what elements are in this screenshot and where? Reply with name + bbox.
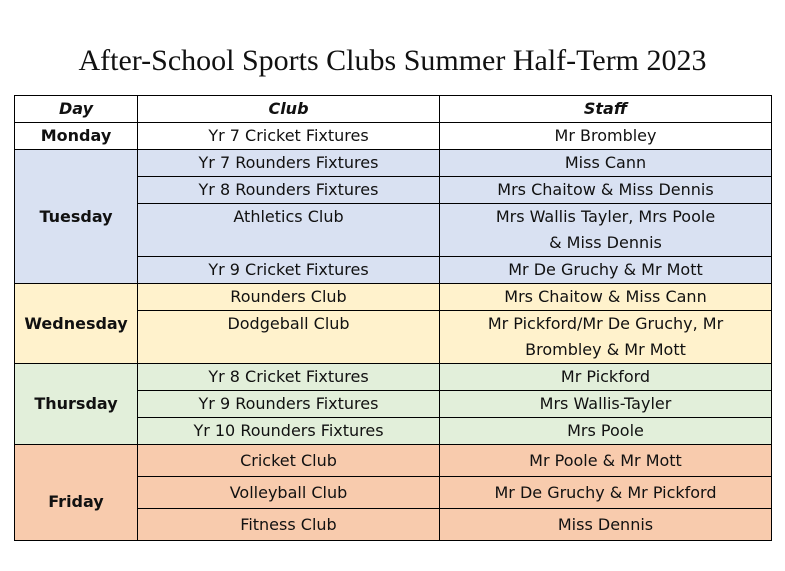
club-cell: Athletics Club	[138, 204, 440, 257]
staff-cell: Mrs Chaitow & Miss Dennis	[440, 177, 772, 204]
staff-cell: Miss Dennis	[440, 509, 772, 541]
club-cell: Fitness Club	[138, 509, 440, 541]
staff-line: Brombley & Mr Mott	[525, 340, 686, 359]
club-cell: Yr 9 Cricket Fixtures	[138, 257, 440, 284]
club-cell: Yr 7 Rounders Fixtures	[138, 150, 440, 177]
page-title: After-School Sports Clubs Summer Half-Term 2023	[78, 44, 707, 77]
table-row	[15, 284, 772, 311]
table-row	[15, 364, 772, 391]
staff-cell	[440, 204, 772, 257]
table-row	[15, 150, 772, 177]
staff-cell: Mr Poole & Mr Mott	[440, 445, 772, 477]
header-day: Day	[15, 96, 138, 123]
club-cell: Dodgeball Club	[138, 311, 440, 364]
clubs-table	[14, 95, 772, 541]
club-cell: Volleyball Club	[138, 477, 440, 509]
staff-cell: Miss Cann	[440, 150, 772, 177]
staff-cell: Mr Pickford	[440, 364, 772, 391]
day-thursday: Thursday	[15, 364, 138, 445]
staff-cell: Mr De Gruchy & Mr Mott	[440, 257, 772, 284]
staff-line: Mr Pickford/Mr De Gruchy, Mr	[487, 314, 724, 333]
day-wednesday: Wednesday	[15, 284, 138, 364]
header-staff: Staff	[440, 96, 772, 123]
staff-cell: Mrs Wallis-Tayler	[440, 391, 772, 418]
staff-line: Mrs Wallis Tayler, Mrs Poole	[495, 207, 716, 226]
header-row	[15, 96, 772, 123]
staff-cell: Mr Brombley	[440, 123, 772, 150]
club-cell: Yr 8 Cricket Fixtures	[138, 364, 440, 391]
staff-line: & Miss Dennis	[549, 233, 662, 252]
day-monday: Monday	[15, 123, 138, 150]
table-row	[15, 445, 772, 477]
club-cell: Yr 7 Cricket Fixtures	[138, 123, 440, 150]
club-cell: Yr 10 Rounders Fixtures	[138, 418, 440, 445]
staff-cell: Mrs Poole	[440, 418, 772, 445]
day-friday: Friday	[15, 445, 138, 541]
staff-cell: Mrs Chaitow & Miss Cann	[440, 284, 772, 311]
day-tuesday: Tuesday	[15, 150, 138, 284]
staff-cell	[440, 311, 772, 364]
club-cell: Cricket Club	[138, 445, 440, 477]
table-row	[15, 123, 772, 150]
staff-cell: Mr De Gruchy & Mr Pickford	[440, 477, 772, 509]
club-cell: Yr 8 Rounders Fixtures	[138, 177, 440, 204]
club-cell: Rounders Club	[138, 284, 440, 311]
header-club: Club	[138, 96, 440, 123]
club-cell: Yr 9 Rounders Fixtures	[138, 391, 440, 418]
